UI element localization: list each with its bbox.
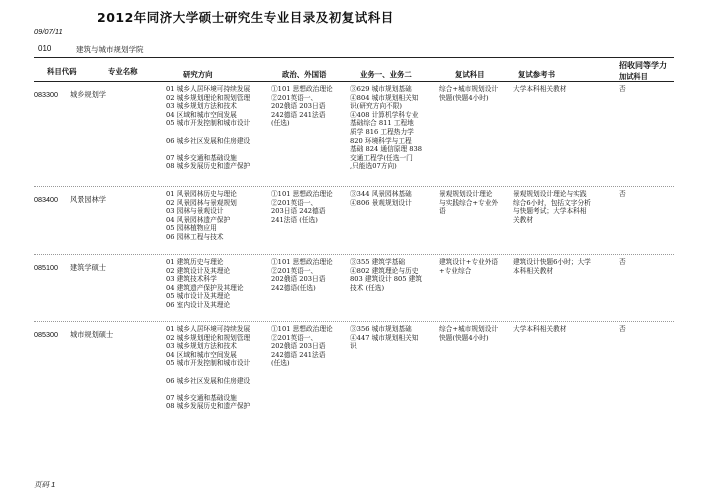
- row-retest-line: 综合+城市规划设计: [439, 325, 499, 333]
- row-business-line: ③344 风景园林基础: [350, 190, 412, 198]
- row-major-name: 城市规划硕士: [70, 330, 114, 339]
- row-politics-line: 242德语(任选): [271, 283, 316, 292]
- row-retest-line: 建筑设计+专业外语: [439, 258, 499, 266]
- header-bottom-rule: [34, 81, 674, 82]
- row-retest-line: 快题(快题4小时): [439, 93, 489, 102]
- row-politics-line: 241法语 (任选): [271, 215, 318, 224]
- row-refbook-line: 本科相关教材: [513, 266, 554, 275]
- row-refbook-line: 景观规划设计理论与实践: [513, 190, 587, 198]
- row-direction-line: 02 城乡规划理论和规划管理: [166, 333, 251, 342]
- row-politics-line: (任选): [271, 359, 290, 368]
- row-business-line: ④802 建筑理论与历史: [350, 266, 419, 275]
- row-direction-line: 05 城市开发控制和城市设计: [166, 359, 251, 368]
- row-business-line: ④447 城市规划相关知: [350, 333, 419, 342]
- row-direction-line: 07 城乡交通和基础设施: [166, 153, 237, 162]
- row-politics-line: ②201英语一、: [271, 333, 318, 342]
- row-direction-line: 06 室内设计及其理论: [166, 301, 231, 309]
- row-politics-line: 203日语 242德语: [271, 207, 326, 216]
- row-refbook-line: 综合6小时，包括文字分析: [513, 198, 591, 207]
- row-business-line: ③629 城市规划基础: [350, 85, 412, 93]
- header-equiv-line1: 招收同等学力: [619, 61, 667, 70]
- row-direction-line: 03 城乡规划方法和技术: [166, 102, 237, 111]
- row-business-line: 识(研究方向不限): [350, 102, 403, 111]
- row-politics-line: 242德语 241法语: [271, 110, 326, 119]
- row-business-line: 基础 824 通信原理 838: [350, 145, 423, 154]
- document-date: 09/07/11: [34, 27, 63, 36]
- row-politics-line: ①101 思想政治理论: [271, 325, 333, 333]
- document-title: 2012年同济大学硕士研究生专业目录及初复试科目: [97, 10, 394, 25]
- row-business-line: ③355 建筑学基础: [350, 258, 406, 266]
- row-code: 083400: [34, 195, 58, 204]
- row-refbook-line: 建筑设计快题6小时；大学: [513, 258, 591, 266]
- row-equiv-line: 否: [619, 85, 626, 93]
- row-politics-line: ①101 思想政治理论: [271, 190, 333, 198]
- row-direction-line: 03 园林与景观设计: [166, 207, 224, 216]
- header-major-name: 专业名称: [108, 67, 138, 76]
- header-refbook: 复试参考书: [518, 70, 555, 79]
- header-top-rule: [34, 57, 674, 58]
- row-politics-line: ②201英语一、: [271, 198, 318, 207]
- row-politics-line: 202俄语 203日语: [271, 342, 326, 351]
- row-politics-line: 202俄语 203日语: [271, 275, 326, 284]
- row-direction-line: 08 城乡发展历史和遗产保护: [166, 402, 251, 411]
- row-politics-line: ①101 思想政治理论: [271, 85, 333, 93]
- row-direction-line: 03 建筑技术科学: [166, 275, 217, 284]
- row-business-line: ③356 城市规划基础: [350, 325, 412, 333]
- row-direction-line: 01 城乡人居环境可持续发展: [166, 85, 251, 93]
- row-divider: [34, 186, 674, 187]
- row-direction-line: 08 城乡发展历史和遗产保护: [166, 162, 251, 171]
- row-major-name: 风景园林学: [70, 195, 106, 204]
- row-politics-line: (任选): [271, 119, 290, 128]
- header-politics: 政治、外国语: [282, 70, 327, 79]
- row-refbook-line: 与快题考试；大学本科相: [513, 207, 587, 216]
- row-direction-line: 06 城乡社区发展和住房建设: [166, 376, 251, 385]
- row-direction-line: 04 风景园林遗产保护: [166, 215, 231, 224]
- row-business-line: 识: [350, 342, 357, 351]
- row-direction-line: 06 园林工程与技术: [166, 233, 224, 241]
- row-refbook-line: 大学本科相关教材: [513, 85, 567, 93]
- department-code: 010: [38, 44, 52, 53]
- header-direction: 研究方向: [183, 70, 213, 79]
- row-direction-line: 04 区域和城市空间发展: [166, 110, 237, 119]
- row-direction-line: 07 城乡交通和基础设施: [166, 393, 237, 402]
- row-retest-line: 语: [439, 207, 446, 216]
- row-business-line: ④408 计算机学科专业: [350, 110, 419, 119]
- row-divider: [34, 254, 674, 255]
- row-equiv-line: 否: [619, 258, 626, 266]
- row-direction-line: 04 建筑遗产保护及其理论: [166, 283, 244, 292]
- row-major-name: 建筑学硕士: [70, 263, 106, 272]
- row-business-line: 基础综合 811 工程地: [350, 119, 414, 128]
- row-politics-line: ②201英语一、: [271, 266, 318, 275]
- row-direction-line: 03 城乡规划方法和技术: [166, 342, 237, 351]
- row-equiv-line: 否: [619, 325, 626, 333]
- row-code: 083300: [34, 90, 58, 99]
- row-retest-line: 综合+城市规划设计: [439, 85, 499, 93]
- row-business-line: 803 建筑设计 805 建筑: [350, 275, 423, 284]
- row-direction-line: 02 风景园林与景观规划: [166, 198, 237, 207]
- row-direction-line: 05 城市设计及其理论: [166, 292, 231, 301]
- row-direction-line: 01 风景园林历史与理论: [166, 190, 237, 198]
- row-politics-line: ②201英语一、: [271, 93, 318, 102]
- row-refbook-line: 关教材: [513, 215, 534, 224]
- header-business: 业务一、业务二: [360, 70, 412, 79]
- row-code: 085300: [34, 330, 58, 339]
- row-business-line: ④804 城市规划相关知: [350, 93, 419, 102]
- row-retest-line: +专业综合: [439, 266, 472, 275]
- row-business-line: 质学 816 工程热力学: [350, 128, 414, 136]
- row-direction-line: 01 建筑历史与理论: [166, 258, 224, 266]
- row-business-line: 技术 (任选): [350, 283, 385, 292]
- row-direction-line: 01 城乡人居环境可持续发展: [166, 325, 251, 333]
- row-direction-line: 02 建筑设计及其理论: [166, 266, 231, 275]
- row-retest-line: 与实践综合+专业外: [439, 198, 499, 207]
- row-politics-line: 202俄语 203日语: [271, 102, 326, 111]
- page-number: 页码 1: [34, 480, 56, 489]
- row-equiv-line: 否: [619, 190, 626, 198]
- row-retest-line: 快题(快题4小时): [439, 333, 489, 342]
- row-direction-line: 05 城市开发控制和城市设计: [166, 119, 251, 128]
- row-politics-line: 242德语 241法语: [271, 350, 326, 359]
- header-code: 科目代码: [47, 67, 77, 76]
- row-business-line: ,只能选07方向): [350, 162, 397, 171]
- row-direction-line: 06 城乡社区发展和住房建设: [166, 136, 251, 145]
- department-name: 建筑与城市规划学院: [76, 45, 144, 54]
- row-refbook-line: 大学本科相关教材: [513, 325, 567, 333]
- row-direction-line: 05 园林植物应用: [166, 224, 217, 233]
- row-politics-line: ①101 思想政治理论: [271, 258, 333, 266]
- row-business-line: 820 环境科学与工程: [350, 136, 412, 145]
- row-major-name: 城乡规划学: [70, 90, 106, 99]
- row-retest-line: 景观规划设计理论: [439, 190, 493, 198]
- header-retest: 复试科目: [455, 70, 485, 79]
- row-code: 085100: [34, 263, 58, 272]
- row-business-line: 交通工程学(任选一门: [350, 153, 413, 162]
- row-business-line: ④806 景观规划设计: [350, 198, 412, 207]
- row-direction-line: 04 区域和城市空间发展: [166, 350, 237, 359]
- row-divider: [34, 321, 674, 322]
- header-equiv-line2: 加试科目: [619, 72, 648, 81]
- row-direction-line: 02 城乡规划理论和规划管理: [166, 93, 251, 102]
